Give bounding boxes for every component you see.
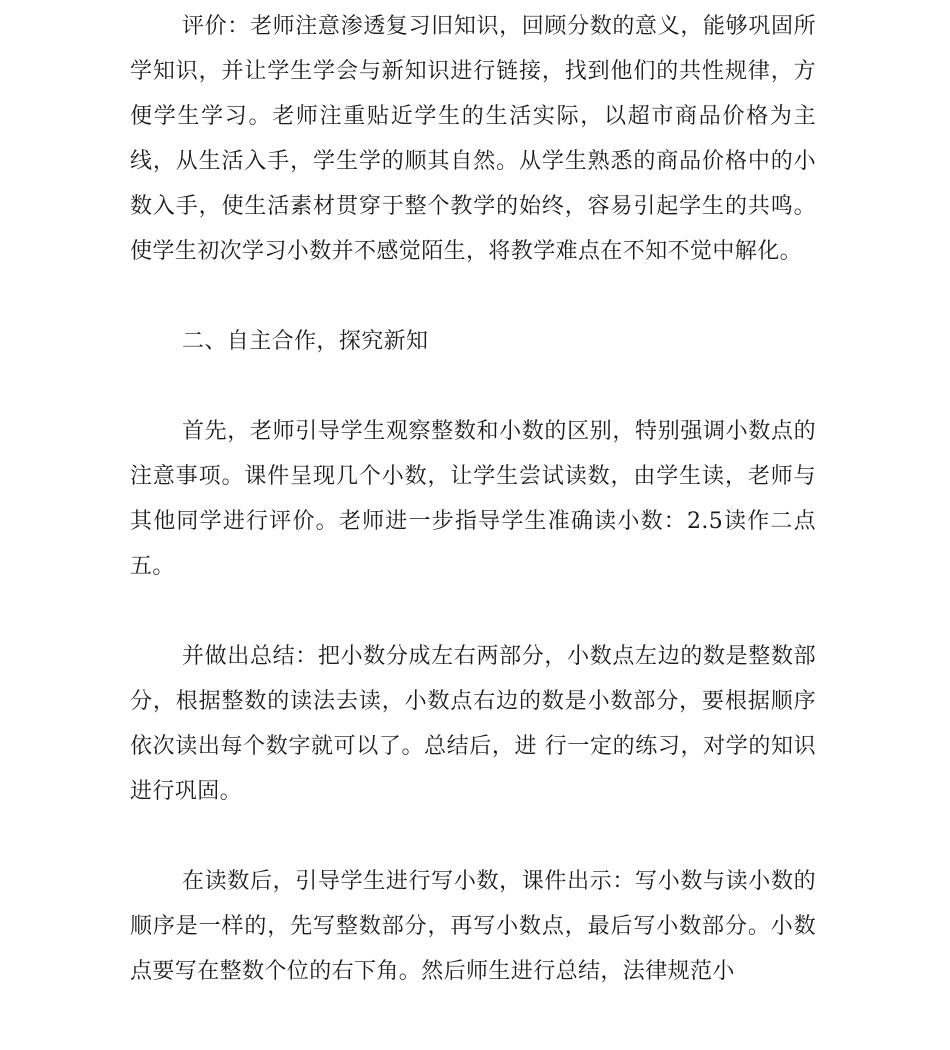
paragraph-gap bbox=[130, 274, 816, 319]
paragraph-summary: 并做出总结：把小数分成左右两部分，小数点左边的数是整数部分，根据整数的读法去读，小数点右边的数是小数部分，要根据顺序依次读出每个数字就可以了。总结后，进 行一定的练习，对学的知识进行巩固。 bbox=[130, 644, 816, 804]
paragraph-writing-decimals: 在读数后，引导学生进行写小数，课件出示：写小数与读小数的顺序是一样的，先写整数部分，再写小数点，最后写小数部分。小数点要写在整数个位的右下角。然后师生进行总结，法律规范小 bbox=[130, 869, 816, 984]
paragraph-gap bbox=[130, 364, 816, 409]
paragraph-evaluation: 评价：老师注意渗透复习旧知识，回顾分数的意义，能够巩固所学知识，并让学生学会与新知识进行链接，找到他们的共性规律，方便学生学习。老师注重贴近学生的生活实际，以超市商品价格为主线，从生活入手，学生学的顺其自然。从学生熟悉的商品价格中的小数入手，使生活素材贯穿于整个教学的始终，容易引起学生的共鸣。使学生初次学习小数并不感觉陌生，将教学难点在不知不觉中解化。 bbox=[130, 14, 816, 264]
paragraph-gap bbox=[130, 589, 816, 634]
section-heading: 二、自主合作，探究新知 bbox=[182, 329, 429, 354]
paragraph-gap bbox=[130, 814, 816, 859]
paragraph-reading-decimals: 首先，老师引导学生观察整数和小数的区别，特别强调小数点的注意事项。课件呈现几个小数，让学生尝试读数，由学生读，老师与其他同学进行评价。老师进一步指导学生准确读小数：2.5读作二点五。 bbox=[130, 419, 816, 579]
document-page bbox=[130, 4, 816, 994]
